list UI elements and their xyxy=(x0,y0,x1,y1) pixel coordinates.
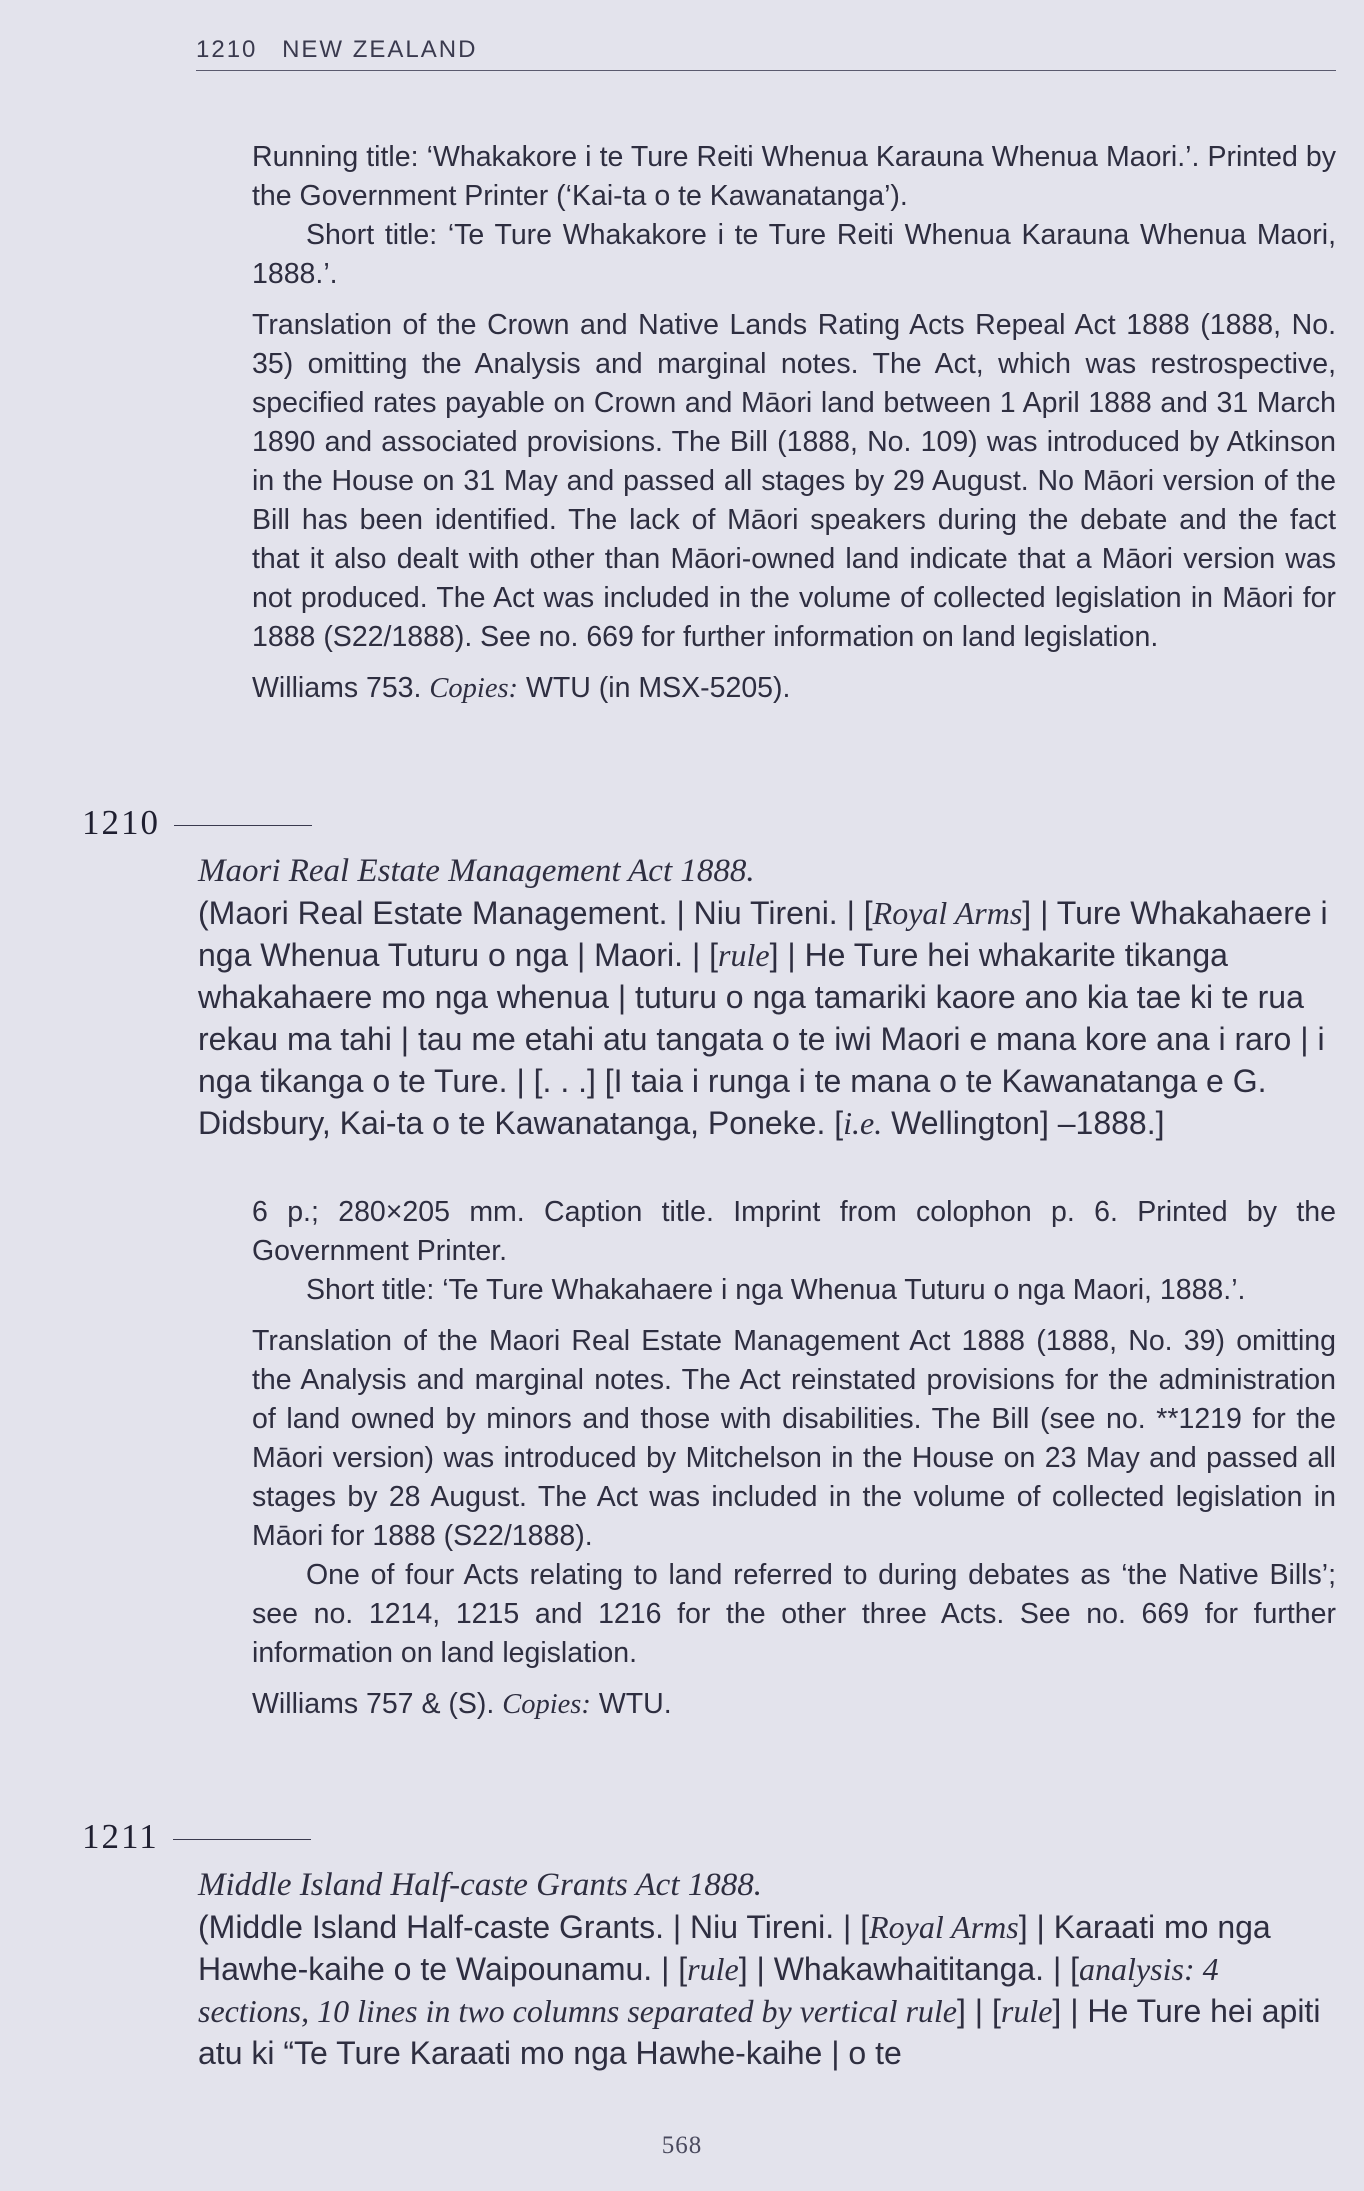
header-page-number: 1210 xyxy=(196,36,258,63)
translation-note: Translation of the Crown and Native Lands Rating Acts Repeal Act 1888 (1888, No. 35) omitting the Analysis and marginal notes. The Act, which was restrospective, specified rates payable on Crown and Māori land between 1 April 1888 and 31 March 1890 and associated provisions. The Bill (1888, No. 109) was introduced by Atkinson in the House on 31 May and passed all stages by 29 August. No Māori version of the Bill has been identified. The lack of Māori speakers during the debate and the fact that it also dealt with other than Māori-owned land indicate that a Māori version was not produced. The Act was included in the volume of collected legislation in Māori for 1888 (S22/1888). See no. 669 for further information on land legislation. xyxy=(252,309,1336,653)
entry-title: Middle Island Half-caste Grants Act 1888. xyxy=(198,1867,762,1903)
entry-number-1211 xyxy=(82,1817,311,1857)
copies-label: Copies: xyxy=(429,673,519,704)
entry-1211-description xyxy=(198,1864,1336,2074)
entry-dash xyxy=(174,825,312,826)
references: Williams 753. xyxy=(252,672,422,704)
short-title-note: Short title: ‘Te Ture Whakahaere i nga Whenua Tuturu o nga Maori, 1888.’. xyxy=(306,1274,1246,1306)
running-title-note: Running title: ‘Whakakore i te Ture Reiti Whenua Karauna Whenua Maori.’. Printed by the Government Printer (‘Kai-ta o te Kawanatanga’). xyxy=(252,141,1336,212)
running-header xyxy=(196,36,1336,71)
short-title-note: Short title: ‘Te Ture Whakakore i te Ture Reiti Whenua Karauna Whenua Maori, 1888.’. xyxy=(252,219,1336,290)
copies: WTU. xyxy=(598,1688,672,1720)
prev-entry-notes xyxy=(252,138,1336,708)
physical-description: 6 p.; 280×205 mm. Caption title. Imprint from colophon p. 6. Printed by the Government Printer. xyxy=(252,1196,1336,1267)
references: Williams 757 & (S). xyxy=(252,1688,495,1720)
entry-number: 1210 xyxy=(82,803,160,842)
entry-number: 1211 xyxy=(82,1817,159,1856)
copies-label: Copies: xyxy=(502,1689,591,1720)
entry-number-1210 xyxy=(82,803,312,843)
references-note xyxy=(252,1685,1336,1724)
entry-1210-notes xyxy=(252,1193,1336,1724)
related-acts-note: One of four Acts relating to land referred to during debates as ‘the Native Bills’; see no. 1214, 1215 and 1216 for the other three Acts. See no. 669 for further information on land legislation. xyxy=(252,1559,1336,1669)
entry-transcription: (Maori Real Estate Management. | Niu Tireni. | [Royal Arms] | Ture Whakahaere i nga Whenua Tuturu o nga | Maori. | [rule] | He Ture hei whakarite tikanga whakahaere mo nga whenua | tuturu o nga tamariki kaore ano kia tae ki te rua rekau ma tahi | tau me etahi atu tangata o te iwi Maori e mana kore ana i raro | i nga tikanga o te Ture. | [. . .] [I taia i runga i te mana o te Kawanatanga e G. Didsbury, Kai-ta o te Kawanatanga, Poneke. [i.e. Wellington] –1888.] xyxy=(198,895,1328,1141)
translation-note: Translation of the Maori Real Estate Management Act 1888 (1888, No. 39) omitting the Analysis and marginal notes. The Act reinstated provisions for the administration of land owned by minors and those with disabilities. The Bill (see no. **1219 for the Māori version) was introduced by Mitchelson in the House on 23 May and passed all stages by 28 August. The Act was included in the volume of collected legislation in Māori for 1888 (S22/1888). xyxy=(252,1325,1336,1552)
entry-dash xyxy=(173,1839,311,1840)
header-title: NEW ZEALAND xyxy=(282,36,478,63)
entry-1210-description xyxy=(198,850,1336,1144)
entry-title: Maori Real Estate Management Act 1888. xyxy=(198,853,755,889)
copies: WTU (in MSX-5205). xyxy=(525,672,791,704)
entry-transcription: (Middle Island Half-caste Grants. | Niu Tireni. | [Royal Arms] | Karaati mo nga Hawhe-kaihe o te Waipounamu. | [rule] | Whakawhaititanga. | [analysis: 4 sections, 10 lines in two columns separated by vertical rule] | [rule] | He Ture hei apiti atu ki “Te Ture Karaati mo nga Hawhe-kaihe | o te xyxy=(198,1909,1321,2071)
references-note xyxy=(252,669,1336,708)
page-number: 568 xyxy=(661,2132,703,2159)
